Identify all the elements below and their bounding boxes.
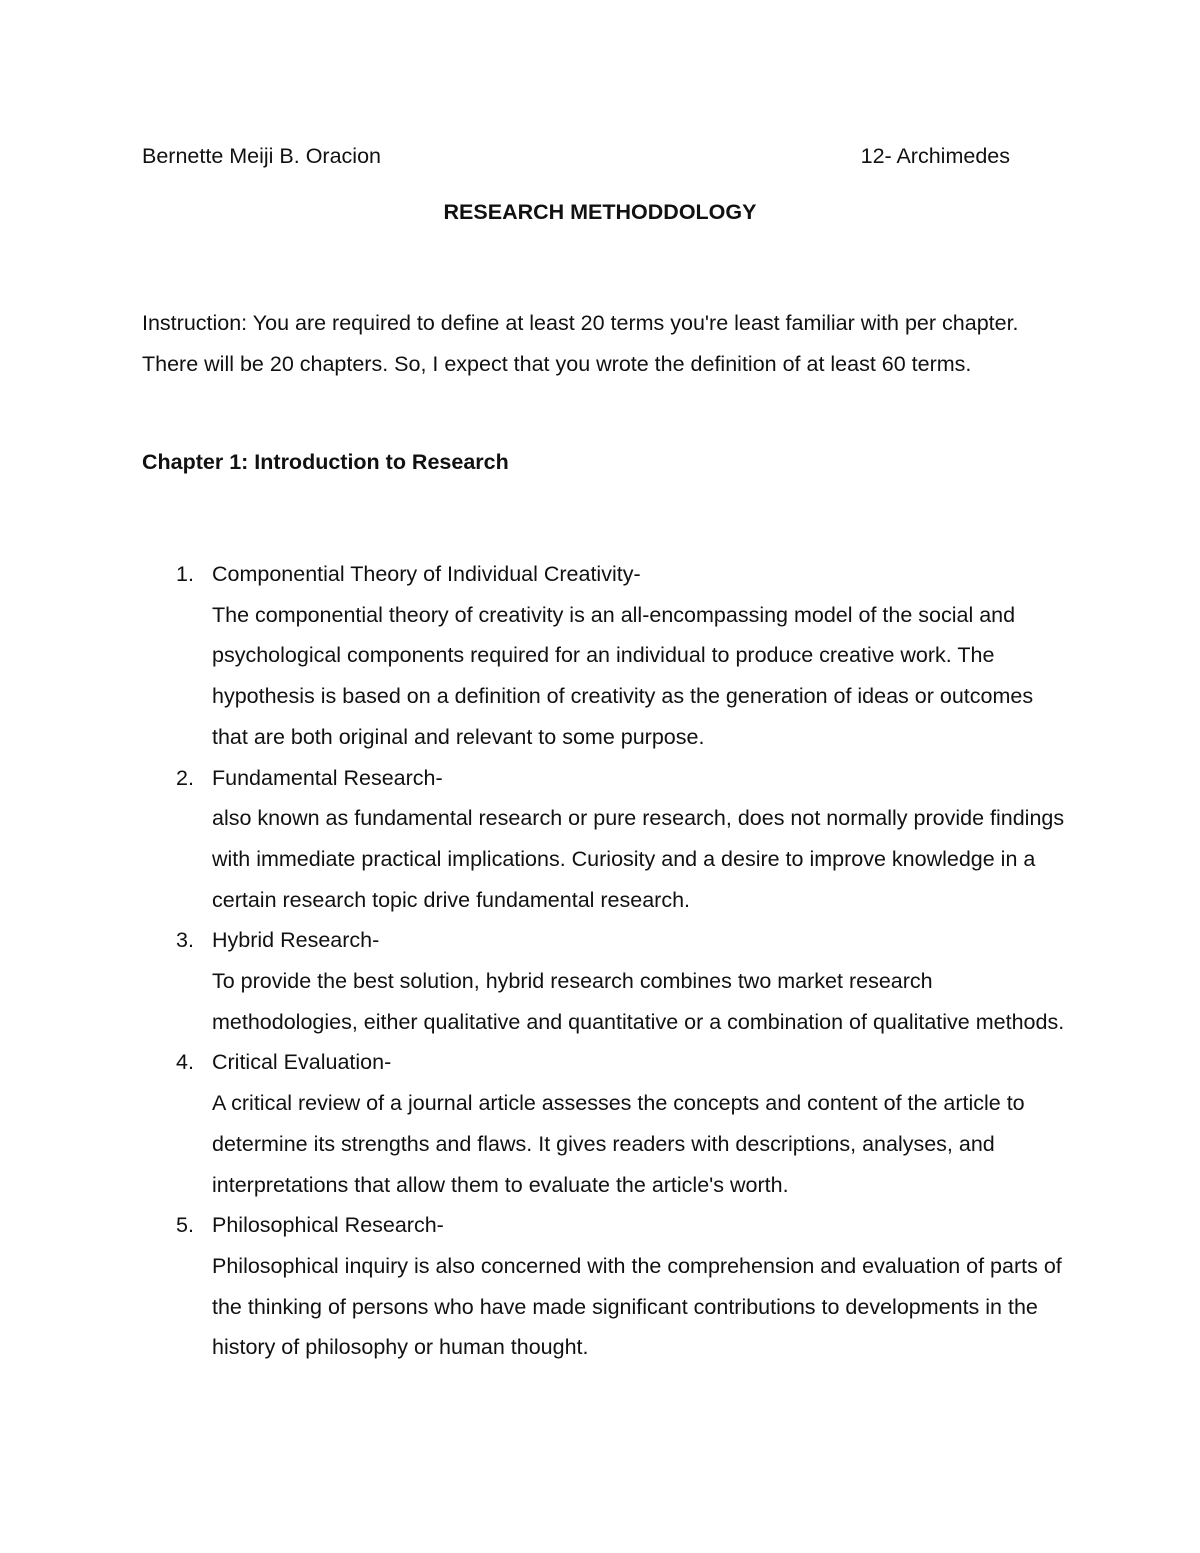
term-number: 5. — [176, 1213, 194, 1238]
term-name: Fundamental Research- — [212, 765, 443, 790]
term-definition: To provide the best solution, hybrid research combines two market research methodologies, either qualitative and quantitative or a combination of qualitative methods. — [212, 969, 1065, 1034]
term-number: 4. — [176, 1050, 194, 1075]
term-number: 2. — [176, 765, 194, 790]
term-number: 1. — [176, 562, 194, 586]
term-list — [142, 554, 1072, 1368]
term-number: 3. — [176, 928, 194, 953]
term-definition: The componential theory of creativity is an all-encompassing model of the social and psychological components required for an individual to produce creative work. The hypothesis is based on a definition of creativity as the generation of ideas or outcomes that are both original and relevant to some purpose. — [212, 602, 1034, 749]
term-definition: also known as fundamental research or pure research, does not normally provide findings with immediate practical implications. Curiosity and a desire to improve knowledge in a certain research topic drive fundamental research. — [212, 806, 1065, 912]
section-name: 12- Archimedes — [860, 144, 1010, 168]
author-name: Bernette Meiji B. Oracion — [142, 144, 381, 168]
term-name: Componential Theory of Individual Creativity- — [212, 562, 641, 586]
document-title: RESEARCH METHODDOLOGY — [443, 200, 757, 224]
term-definition: A critical review of a journal article assesses the concepts and content of the article to determine its strengths and flaws. It gives readers with descriptions, analyses, and interpretations that allow them to evaluate the article's worth. — [212, 1091, 1025, 1197]
list-item — [142, 1205, 1072, 1368]
list-item — [142, 554, 1072, 758]
list-item — [142, 920, 1072, 1042]
term-name: Critical Evaluation- — [212, 1050, 392, 1075]
instruction-paragraph: Instruction: You are required to define at least 20 terms you're least familiar with per chapter. There will be 20 chapters. So, I expect that you wrote the definition of at least 60 terms. — [142, 311, 1019, 376]
list-item — [142, 1042, 1072, 1205]
document-header — [142, 142, 1010, 170]
term-name: Philosophical Research- — [212, 1213, 444, 1238]
chapter-heading: Chapter 1: Introduction to Research — [142, 450, 509, 474]
term-name: Hybrid Research- — [212, 928, 380, 953]
list-item — [142, 758, 1072, 921]
term-definition: Philosophical inquiry is also concerned with the comprehension and evaluation of parts of the thinking of persons who have made significant contributions to developments in the history of philosophy or human thought. — [212, 1253, 1062, 1360]
